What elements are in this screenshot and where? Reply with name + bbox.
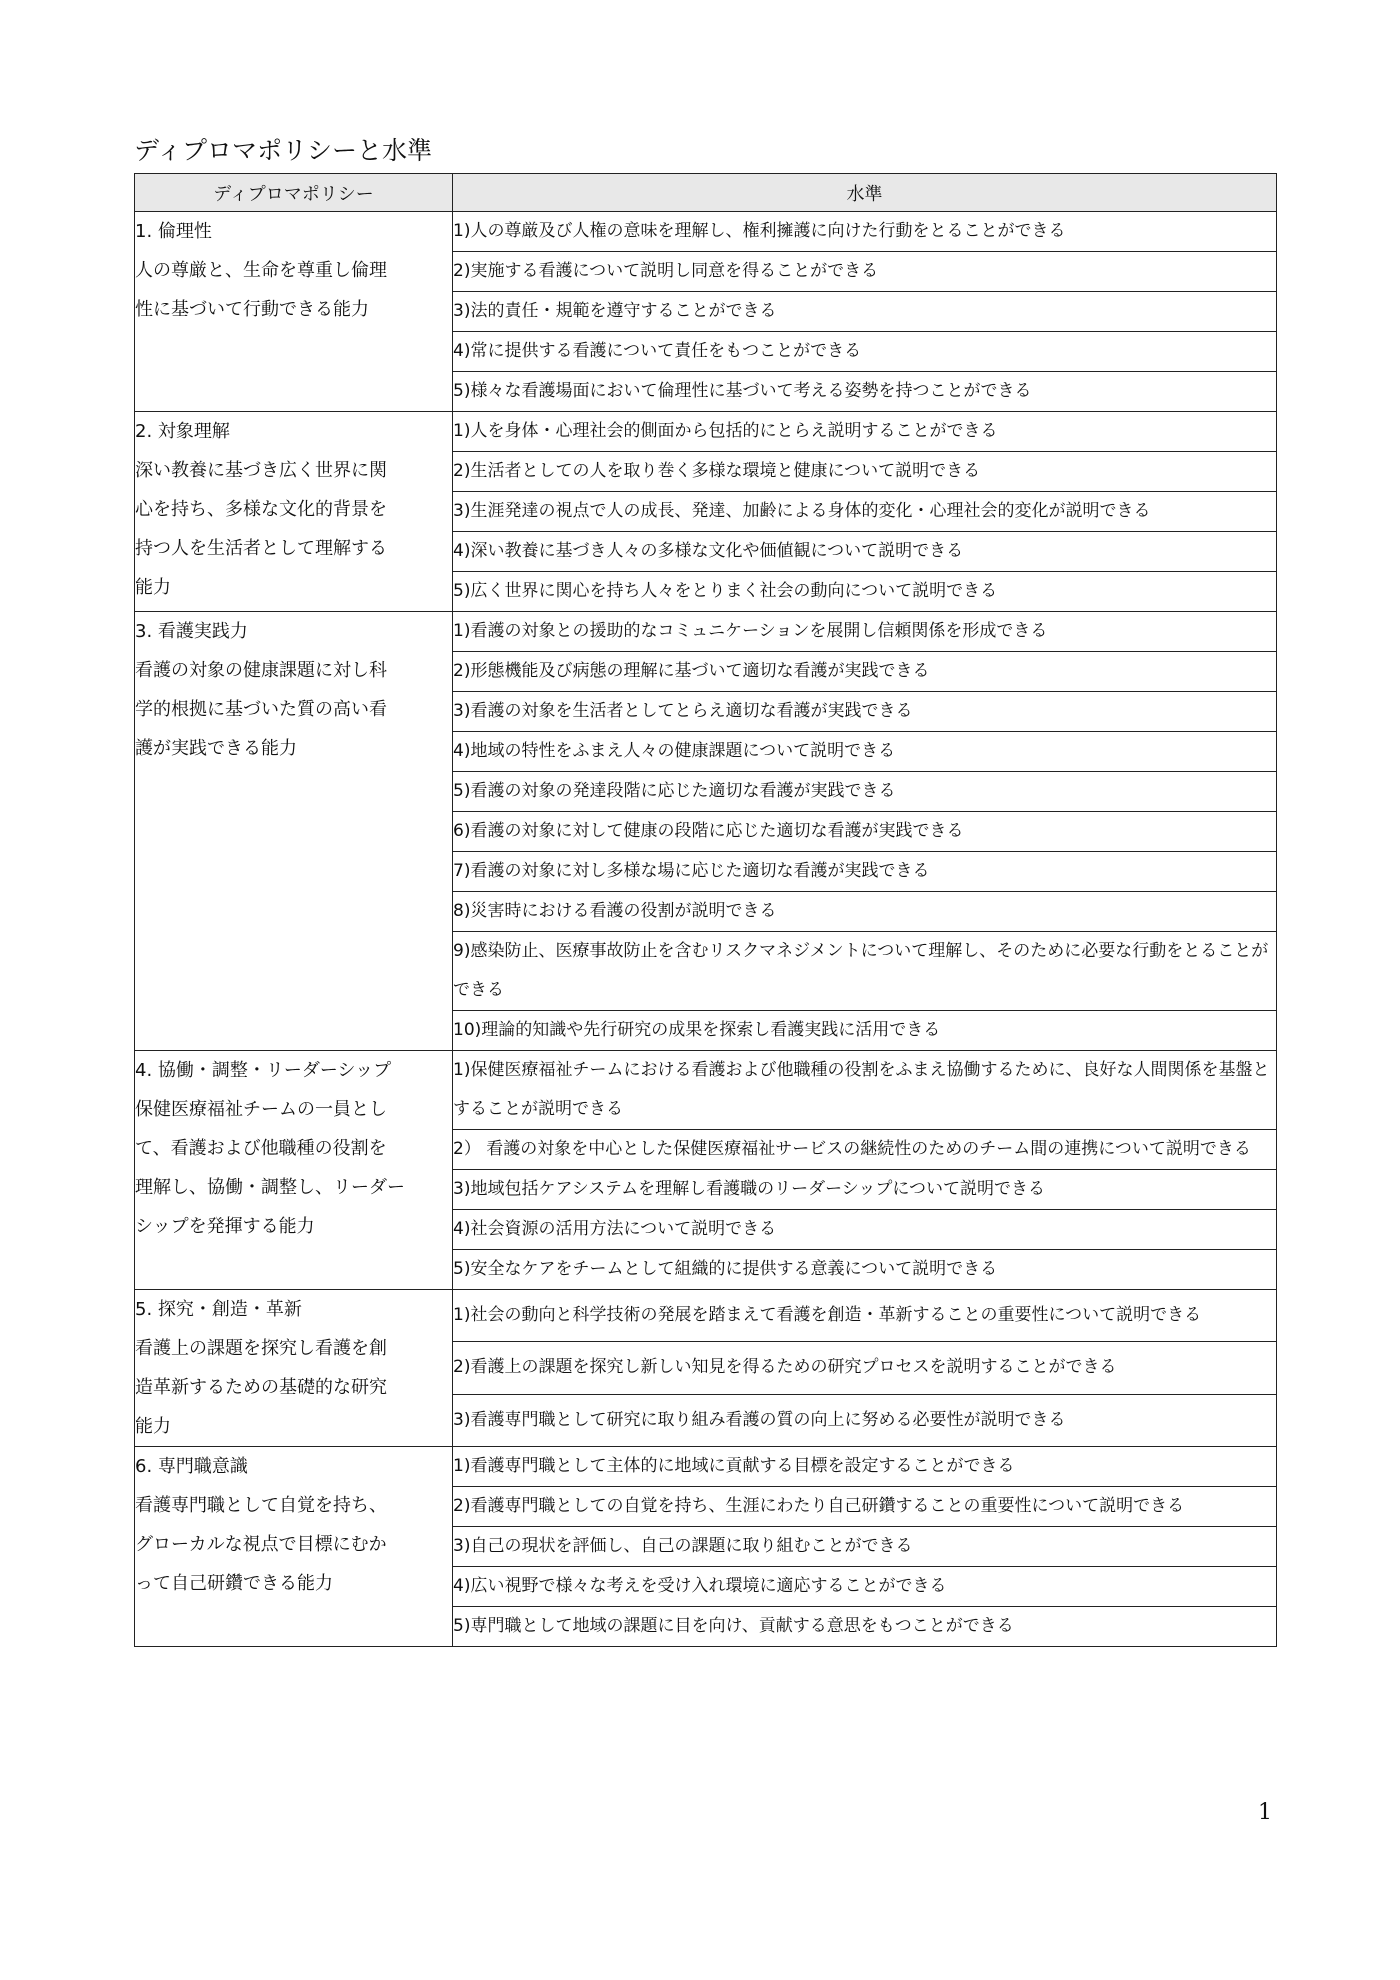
standard-cell: 2） 看護の対象を中心とした保健医療福祉サービスの継続性のためのチーム間の連携について説明できる [453, 1130, 1277, 1170]
standard-cell: 4)深い教養に基づき人々の多様な文化や価値観について説明できる [453, 532, 1277, 572]
standard-cell: 5)広く世界に関心を持ち人々をとりまく社会の動向について説明できる [453, 572, 1277, 612]
standard-cell: 3)生涯発達の視点で人の成長、発達、加齢による身体的変化・心理社会的変化が説明できる [453, 492, 1277, 532]
policy-description-line: 造革新するための基礎的な研究 [135, 1377, 387, 1398]
policy-description-line: 持つ人を生活者として理解する [135, 538, 387, 559]
standard-cell: 7)看護の対象に対し多様な場に応じた適切な看護が実践できる [453, 852, 1277, 892]
standard-cell: 1)看護専門職として主体的に地域に貢献する目標を設定することができる [453, 1447, 1277, 1487]
policy-description-line: て、看護および他職種の役割を [135, 1138, 387, 1159]
standard-cell: 4)常に提供する看護について責任をもつことができる [453, 332, 1277, 372]
standard-cell: 1)看護の対象との援助的なコミュニケーションを展開し信頼関係を形成できる [453, 612, 1277, 652]
policy-description-line: 心を持ち、多様な文化的背景を [135, 499, 387, 520]
standard-cell: 1)人の尊厳及び人権の意味を理解し、権利擁護に向けた行動をとることができる [453, 212, 1277, 252]
table-row [135, 412, 1277, 452]
standard-cell: 3)自己の現状を評価し、自己の課題に取り組むことができる [453, 1527, 1277, 1567]
policy-description-line: 能力 [135, 1416, 171, 1437]
policy-cell [135, 412, 453, 612]
standard-cell: 10)理論的知識や先行研究の成果を探索し看護実践に活用できる [453, 1011, 1277, 1051]
diploma-policy-table [134, 173, 1277, 1647]
table-row [135, 212, 1277, 252]
policy-description-line: シップを発揮する能力 [135, 1216, 315, 1237]
table-row [135, 1290, 1277, 1342]
standard-cell: 2)生活者としての人を取り巻く多様な環境と健康について説明できる [453, 452, 1277, 492]
policy-description-line: 保健医療福祉チームの一員とし [135, 1099, 387, 1120]
standard-cell: 1)人を身体・心理社会的側面から包括的にとらえ説明することができる [453, 412, 1277, 452]
policy-description-line: グローカルな視点で目標にむか [135, 1534, 387, 1555]
standard-cell: 3)法的責任・規範を遵守することができる [453, 292, 1277, 332]
standard-cell: 2)形態機能及び病態の理解に基づいて適切な看護が実践できる [453, 652, 1277, 692]
policy-description-line: 性に基づいて行動できる能力 [135, 299, 369, 320]
policy-heading: 4. 協働・調整・リーダーシップ [135, 1060, 392, 1081]
policy-description-line: 理解し、協働・調整し、リーダー [135, 1177, 405, 1198]
standard-cell: 3)地域包括ケアシステムを理解し看護職のリーダーシップについて説明できる [453, 1170, 1277, 1210]
standard-cell: 2)実施する看護について説明し同意を得ることができる [453, 252, 1277, 292]
policy-description-line: 能力 [135, 577, 171, 598]
standard-cell: 4)社会資源の活用方法について説明できる [453, 1210, 1277, 1250]
document-title: ディプロマポリシーと水準 [134, 136, 433, 165]
policy-description-line: 学的根拠に基づいた質の高い看 [135, 699, 387, 720]
policy-description-line: 深い教養に基づき広く世界に関 [135, 460, 387, 481]
standard-cell: 1)保健医療福祉チームにおける看護および他職種の役割をふまえ協働するために、良好な人間関係を基盤とすることが説明できる [453, 1051, 1277, 1130]
standard-cell: 3)看護の対象を生活者としてとらえ適切な看護が実践できる [453, 692, 1277, 732]
policy-heading: 3. 看護実践力 [135, 621, 248, 642]
standard-cell: 4)広い視野で様々な考えを受け入れ環境に適応することができる [453, 1567, 1277, 1607]
standard-cell: 1)社会の動向と科学技術の発展を踏まえて看護を創造・革新することの重要性について説明できる [453, 1290, 1277, 1342]
header-policy: ディプロマポリシー [135, 174, 453, 212]
standard-cell: 5)看護の対象の発達段階に応じた適切な看護が実践できる [453, 772, 1277, 812]
policy-description-line: 看護の対象の健康課題に対し科 [135, 660, 387, 681]
table-row [135, 1051, 1277, 1130]
standard-cell: 2)看護専門職としての自覚を持ち、生涯にわたり自己研鑽することの重要性について説明できる [453, 1487, 1277, 1527]
policy-cell [135, 612, 453, 1051]
policy-heading: 5. 探究・創造・革新 [135, 1299, 302, 1320]
policy-heading: 6. 専門職意識 [135, 1456, 248, 1477]
policy-description-line: 看護専門職として自覚を持ち、 [135, 1495, 387, 1516]
standard-cell: 5)専門職として地域の課題に目を向け、貢献する意思をもつことができる [453, 1607, 1277, 1647]
standard-cell: 5)様々な看護場面において倫理性に基づいて考える姿勢を持つことができる [453, 372, 1277, 412]
policy-cell [135, 1447, 453, 1647]
standard-cell: 3)看護専門職として研究に取り組み看護の質の向上に努める必要性が説明できる [453, 1394, 1277, 1446]
page-number: 1 [1258, 1800, 1272, 1825]
policy-description-line: って自己研鑽できる能力 [135, 1573, 333, 1594]
standard-cell: 8)災害時における看護の役割が説明できる [453, 892, 1277, 932]
standard-cell: 2)看護上の課題を探究し新しい知見を得るための研究プロセスを説明することができる [453, 1342, 1277, 1394]
standard-cell: 9)感染防止、医療事故防止を含むリスクマネジメントについて理解し、そのために必要な行動をとることができる [453, 932, 1277, 1011]
table-row [135, 1447, 1277, 1487]
policy-cell [135, 212, 453, 412]
standard-cell: 6)看護の対象に対して健康の段階に応じた適切な看護が実践できる [453, 812, 1277, 852]
standard-cell: 5)安全なケアをチームとして組織的に提供する意義について説明できる [453, 1250, 1277, 1290]
header-standard: 水準 [453, 174, 1277, 212]
table-row [135, 612, 1277, 652]
policy-description-line: 看護上の課題を探究し看護を創 [135, 1338, 387, 1359]
policy-cell [135, 1290, 453, 1447]
policy-cell [135, 1051, 453, 1290]
policy-heading: 2. 対象理解 [135, 421, 230, 442]
table-header-row [135, 174, 1277, 212]
policy-heading: 1. 倫理性 [135, 221, 212, 242]
policy-description-line: 人の尊厳と、生命を尊重し倫理 [135, 260, 387, 281]
standard-cell: 4)地域の特性をふまえ人々の健康課題について説明できる [453, 732, 1277, 772]
policy-description-line: 護が実践できる能力 [135, 738, 297, 759]
